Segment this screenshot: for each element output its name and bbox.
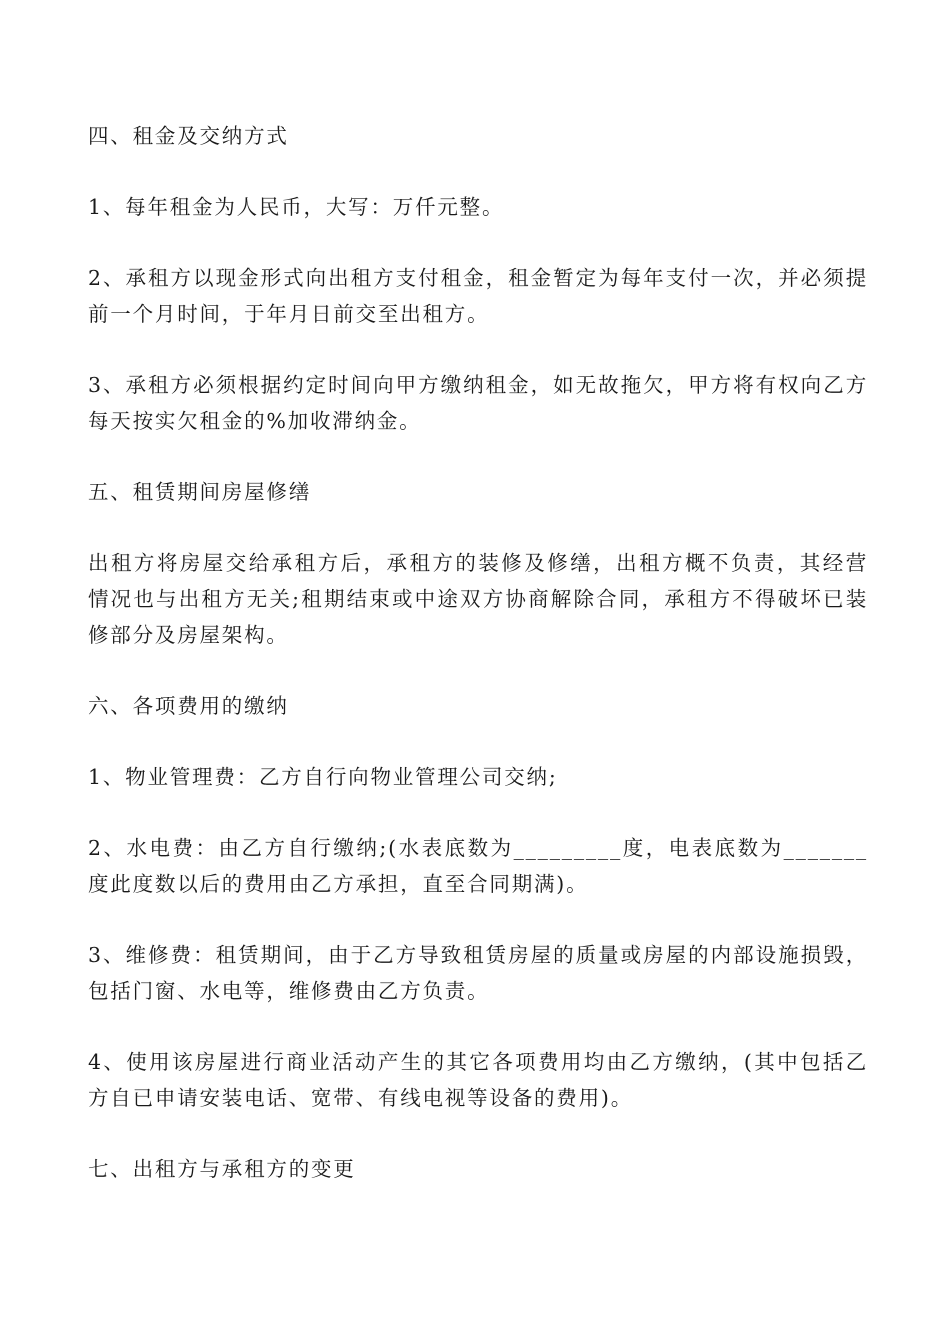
clause-utilities: 2、水电费：由乙方自行缴纳;(水表底数为_________度，电表底数为_______度此度数以后的费用由乙方承担，直至合同期满)。 (88, 836, 868, 896)
clause-maintenance: 3、维修费：租赁期间，由于乙方导致租赁房屋的质量或房屋的内部设施损毁，包括门窗、水电等，维修费由乙方负责。 (88, 943, 868, 1003)
document-body (88, 118, 868, 1222)
section-heading-fees: 六、各项费用的缴纳 (88, 694, 289, 718)
section-heading-repairs: 五、租赁期间房屋修缮 (88, 480, 311, 504)
clause-late-fee: 3、承租方必须根据约定时间向甲方缴纳租金，如无故拖欠，甲方将有权向乙方每天按实欠租金的%加收滞纳金。 (88, 373, 868, 433)
clause-property-fee: 1、物业管理费：乙方自行向物业管理公司交纳; (88, 765, 558, 789)
clause-rent-amount: 1、每年租金为人民币，大写：万仟元整。 (88, 195, 505, 219)
section-heading-rent: 四、租金及交纳方式 (88, 124, 289, 148)
clause-rent-payment: 2、承租方以现金形式向出租方支付租金，租金暂定为每年支付一次，并必须提前一个月时间，于年月日前交至出租方。 (88, 266, 868, 326)
section-heading-changes: 七、出租方与承租方的变更 (88, 1157, 356, 1181)
clause-repairs: 出租方将房屋交给承租方后，承租方的装修及修缮，出租方概不负责，其经营情况也与出租方无关;租期结束或中途双方协商解除合同，承租方不得破坏已装修部分及房屋架构。 (88, 551, 868, 647)
clause-other-fees: 4、使用该房屋进行商业活动产生的其它各项费用均由乙方缴纳，(其中包括乙方自已申请安装电话、宽带、有线电视等设备的费用)。 (88, 1050, 868, 1110)
